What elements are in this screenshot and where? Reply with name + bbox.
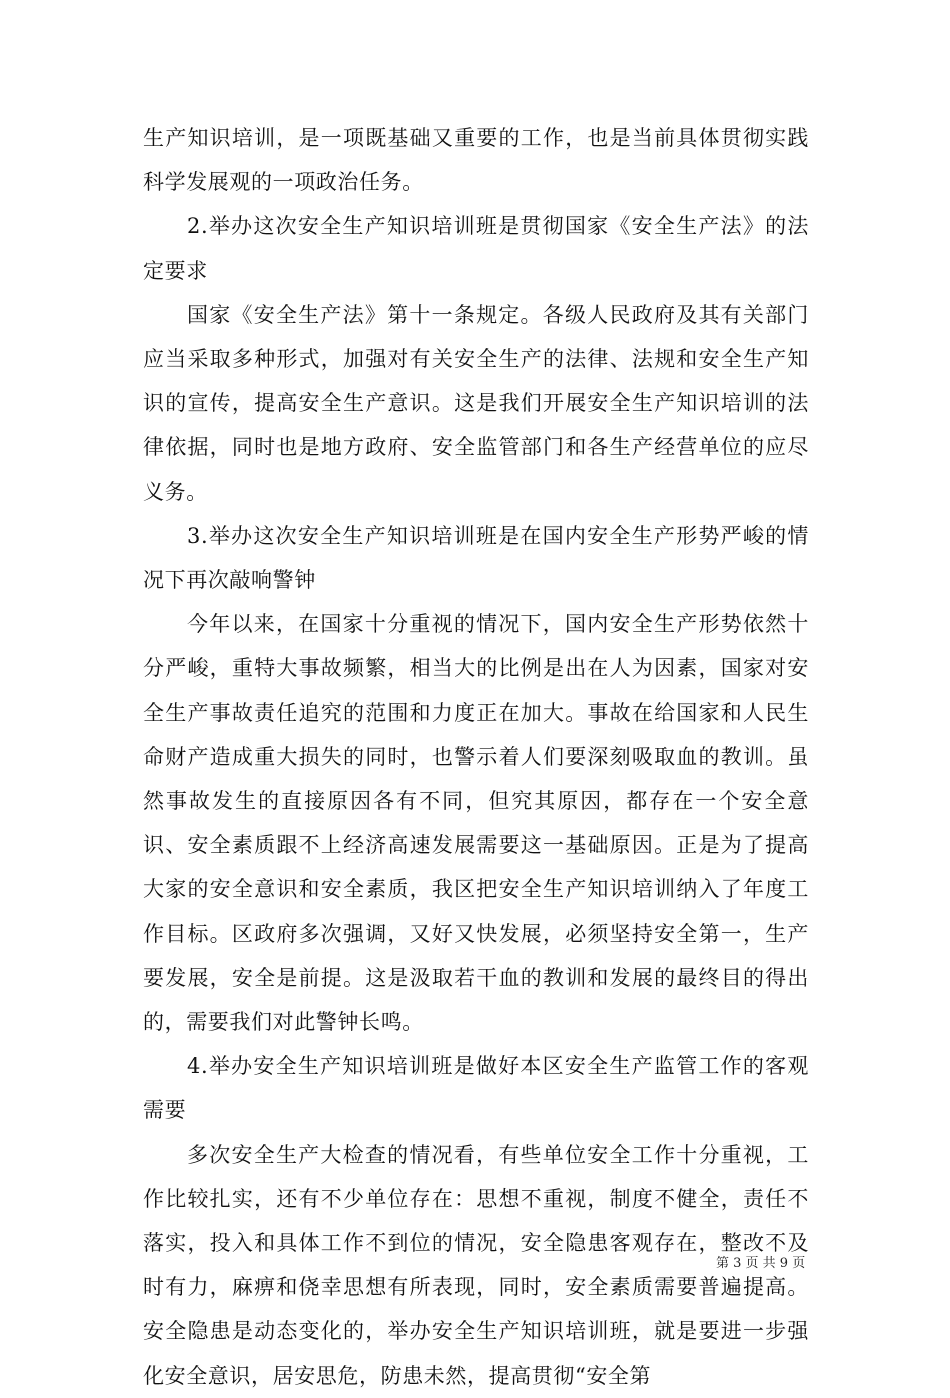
document-body: [143, 116, 809, 1398]
paragraph-3: 今年以来，在国家十分重视的情况下，国内安全生产形势依然十分严峻，重特大事故频繁，相当大的比例是出在人为因素，国家对安全生产事故责任追究的范围和力度正在加大。事故在给国家和人民生命财产造成重大损失的同时，也警示着人们要深刻吸取血的教训。虽然事故发生的直接原因各有不同，但究其原因，都存在一个安全意识、安全素质跟不上经济高速发展需要这一基础原因。正是为了提高大家的安全意识和安全素质，我区把安全生产知识培训纳入了年度工作目标。区政府多次强调，又好又快发展，必须坚持安全第一，生产要发展，安全是前提。这是汲取若干血的教训和发展的最终目的得出的，需要我们对此警钟长鸣。: [143, 612, 809, 1035]
page-number: 第 3 页 共 9 页: [716, 1256, 806, 1271]
heading-2: 2.举办这次安全生产知识培训班是贯彻国家《安全生产法》的法定要求: [143, 214, 809, 283]
paragraph-1: 生产知识培训，是一项既基础又重要的工作，也是当前具体贯彻实践科学发展观的一项政治任务。: [143, 126, 809, 195]
paragraph-4: 多次安全生产大检查的情况看，有些单位安全工作十分重视，工作比较扎实，还有不少单位存在：思想不重视，制度不健全，责任不落实，投入和具体工作不到位的情况，安全隐患客观存在，整改不及时有力，麻痹和侥幸思想有所表现，同时，安全素质需要普遍提高。安全隐患是动态变化的，举办安全生产知识培训班，就是要进一步强化安全意识，居安思危，防患未然，提高贯彻“安全第: [143, 1142, 809, 1388]
heading-4: 4.举办安全生产知识培训班是做好本区安全生产监管工作的客观需要: [143, 1054, 809, 1123]
heading-3: 3.举办这次安全生产知识培训班是在国内安全生产形势严峻的情况下再次敲响警钟: [143, 523, 809, 593]
paragraph-2: 国家《安全生产法》第十一条规定。各级人民政府及其有关部门应当采取多种形式，加强对有关安全生产的法律、法规和安全生产知识的宣传，提高安全生产意识。这是我们开展安全生产知识培训的法律依据，同时也是地方政府、安全监管部门和各生产经营单位的应尽义务。: [143, 302, 809, 504]
